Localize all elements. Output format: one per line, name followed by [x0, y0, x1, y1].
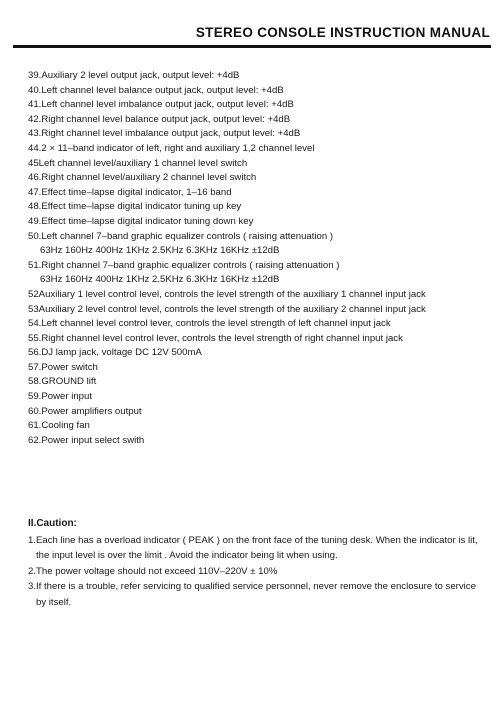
- list-item: [28, 186, 478, 201]
- list-item: [28, 84, 478, 99]
- list-item: [28, 288, 478, 303]
- list-item: [28, 157, 478, 172]
- list-item-text: 41.Left channel level imbalance output jack, output level: +4dB: [28, 99, 294, 111]
- list-item: [28, 230, 478, 259]
- list-item: [28, 419, 478, 434]
- list-item-text: 57.Power switch: [28, 361, 98, 373]
- list-item: [28, 346, 478, 361]
- list-item-text: 62.Power input select swith: [28, 434, 145, 446]
- frequency-line: 63Hz 160Hz 400Hz 1KHz 2.5KHz 6.3KHz 16KHz ±12dB: [40, 274, 280, 286]
- list-item: [28, 375, 478, 390]
- list-item-text: 40.Left channel level balance output jack, output level: +4dB: [28, 84, 284, 96]
- caution-section: [28, 516, 478, 610]
- list-item: [28, 98, 478, 113]
- list-item-text: 50.Left channel 7–band graphic equalizer controls ( raising attenuation ): [28, 230, 334, 242]
- list-item: [28, 142, 478, 157]
- list-item: [28, 127, 478, 142]
- list-item: [28, 171, 478, 186]
- caution-heading: II.Caution:: [28, 518, 77, 529]
- list-item: [28, 332, 478, 347]
- list-item-text: 56.DJ lamp jack, voltage DC 12V 500mA: [28, 347, 202, 359]
- list-item: [28, 361, 478, 376]
- list-item-text: 47.Effect time–lapse digital indicator, 1–16 band: [28, 186, 232, 198]
- instruction-list: [28, 69, 478, 448]
- list-item-text: 60.Power amplifiers output: [28, 405, 142, 417]
- list-item-text: 55.Right channel level control lever, controls the level strength of right channel input jack: [28, 332, 403, 344]
- list-item: [28, 259, 478, 288]
- caution-item: 3.If there is a trouble, refer servicing to qualified service personnel, never remove the enclosure to service by itself.: [28, 581, 476, 608]
- list-item-text: 59.Power input: [28, 391, 92, 403]
- list-item-text: 39.Auxiliary 2 level output jack, output level: +4dB: [28, 70, 240, 81]
- list-item-text: 44.2 × 11–band indicator of left, right and auxiliary 1,2 channel level: [28, 142, 315, 154]
- list-item-text: 48.Effect time–lapse digital indicator tuning up key: [28, 201, 242, 213]
- list-item-text: 49.Effect time–lapse digital indicator tuning down key: [28, 215, 254, 227]
- frequency-line: 63Hz 160Hz 400Hz 1KHz 2.5KHz 6.3KHz 16KHz ±12dB: [40, 245, 280, 257]
- list-item: [28, 215, 478, 230]
- title-rule: [13, 45, 491, 48]
- list-item: [28, 405, 478, 420]
- list-item: [28, 200, 478, 215]
- caution-item: 1.Each line has a overload indicator ( PEAK ) on the front face of the tuning desk. When the indicator is lit, the input level is over the limit . Avoid the indicator being lit when using.: [28, 534, 478, 561]
- list-item: [28, 113, 478, 128]
- list-item-text: 46.Right channel level/auxiliary 2 channel level switch: [28, 172, 257, 184]
- list-item-text: 53Auxiliary 2 level control level, controls the level strength of the auxiliary 2 channel input jack: [28, 303, 426, 315]
- list-item-text: 42.Right channel level balance output jack, output level: +4dB: [28, 113, 291, 125]
- list-item-text: 51.Right channel 7–band graphic equalizer controls ( raising attenuation ): [28, 259, 340, 271]
- list-item: [28, 317, 478, 332]
- page-title: STEREO CONSOLE INSTRUCTION MANUAL: [195, 25, 490, 40]
- list-item: [28, 303, 478, 318]
- list-item-text: 61.Cooling fan: [28, 420, 90, 432]
- list-item-text: 58.GROUND lift: [28, 376, 97, 388]
- list-item: [28, 434, 478, 449]
- list-item: [28, 69, 478, 84]
- list-item: [28, 390, 478, 405]
- list-item-text: 45Left channel level/auxiliary 1 channel level switch: [28, 157, 248, 169]
- list-item-text: 52Auxiliary 1 level control level, controls the level strength of the auxiliary 1 channel input jack: [28, 288, 426, 300]
- caution-item: 2.The power voltage should not exceed 110V–220V ± 10%: [28, 565, 278, 577]
- list-item-text: 54.Left channel level control lever, controls the level strength of left channel input jack: [28, 318, 391, 330]
- list-item-text: 43.Right channel level imbalance output jack, output level: +4dB: [28, 128, 301, 140]
